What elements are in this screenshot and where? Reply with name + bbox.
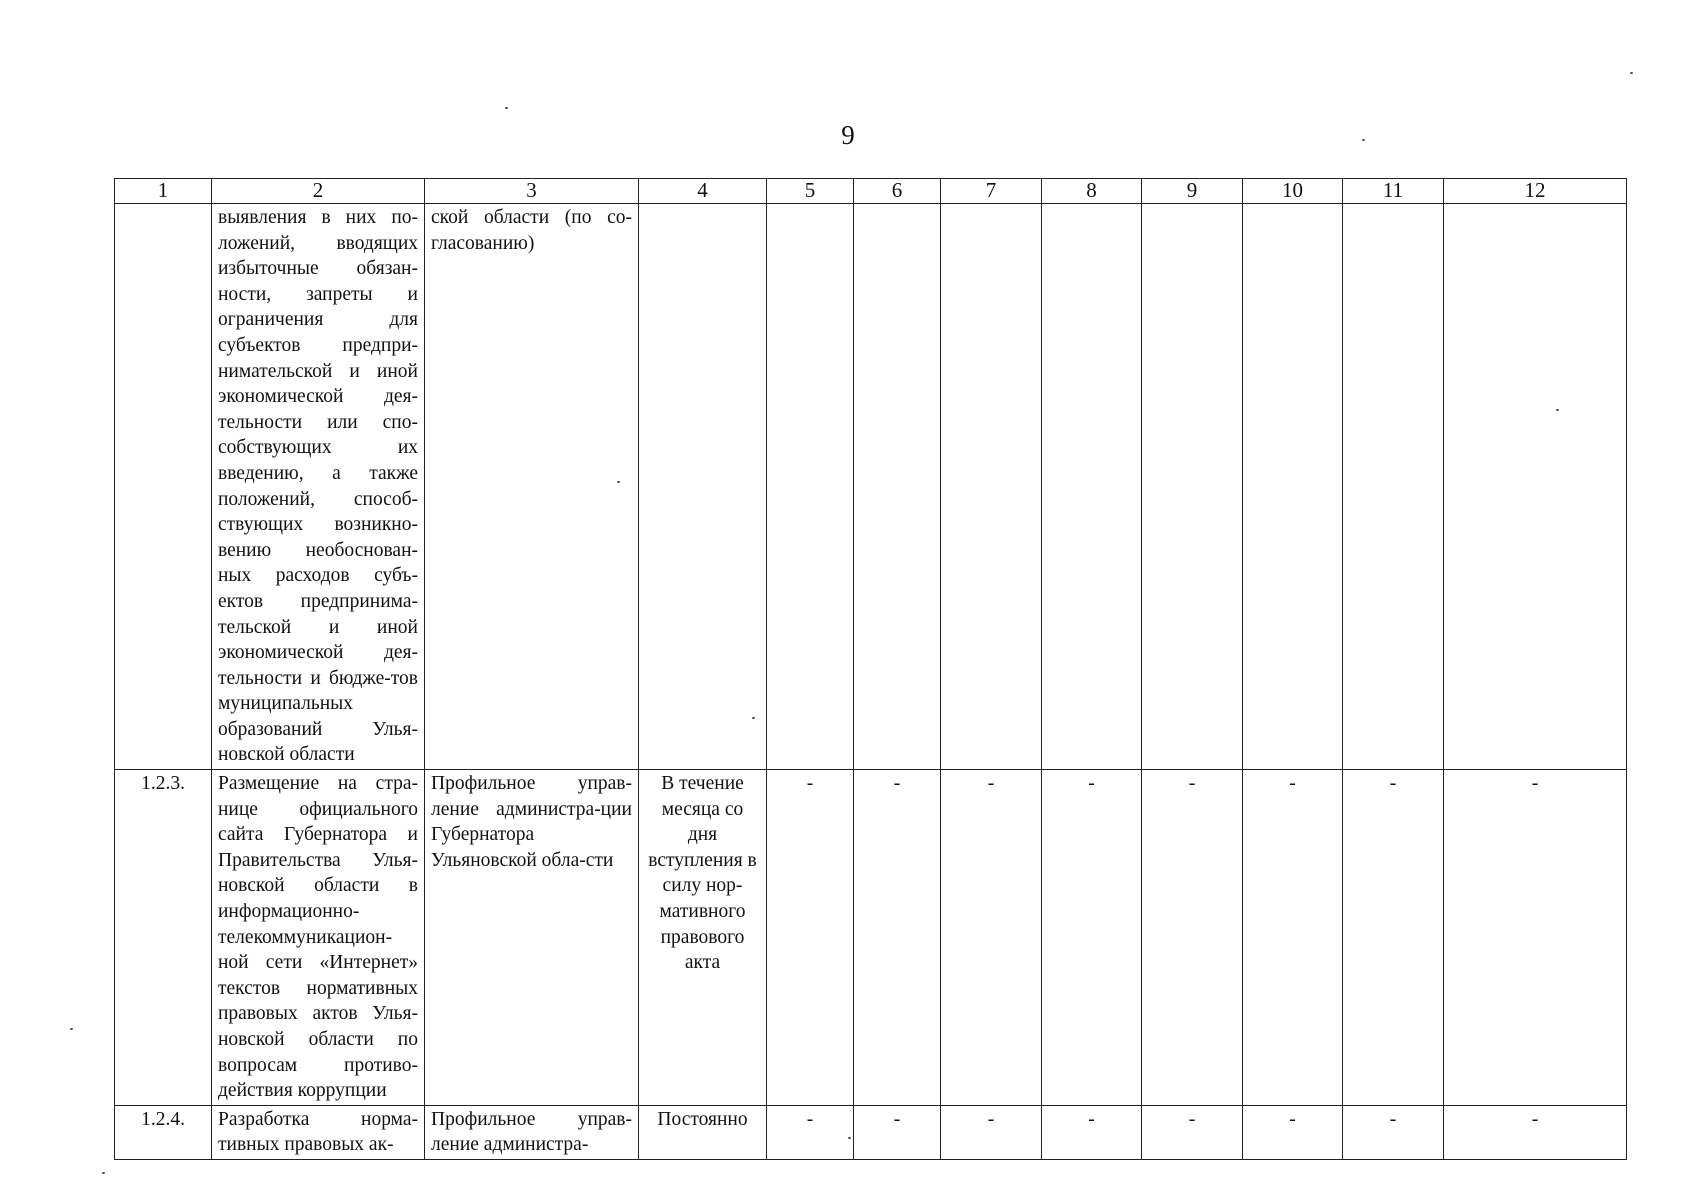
table-cell: - <box>1444 770 1627 1106</box>
item-number: 1.2.4. <box>115 1105 212 1159</box>
plan-table <box>114 178 1627 1160</box>
item-deadline: В течение месяца со дня вступления в силу нор-мативного правового акта <box>639 770 767 1106</box>
scan-speck <box>617 481 620 483</box>
table-cell <box>1343 204 1444 770</box>
table-row <box>115 204 1627 770</box>
table-cell: - <box>854 770 941 1106</box>
item-deadline: Постоянно <box>639 1105 767 1159</box>
table-cell <box>1243 204 1343 770</box>
column-number: 1 <box>115 179 212 204</box>
table-cell <box>1444 204 1627 770</box>
table-cell: - <box>1142 770 1243 1106</box>
scan-speck <box>1362 139 1365 141</box>
column-number: 4 <box>639 179 767 204</box>
column-number: 7 <box>941 179 1042 204</box>
table-row <box>115 770 1627 1106</box>
scan-speck <box>505 107 508 109</box>
table-cell: - <box>1142 1105 1243 1159</box>
page-number: 9 <box>841 120 855 150</box>
table-cell <box>1042 204 1142 770</box>
item-responsible: Профильное управ-ление администра-ции Губернатора Ульяновской обла-сти <box>425 770 639 1106</box>
column-number-row <box>115 179 1627 204</box>
item-deadline <box>639 204 767 770</box>
table-cell: - <box>854 1105 941 1159</box>
table-cell: - <box>941 1105 1042 1159</box>
table-cell: - <box>1343 770 1444 1106</box>
table-cell: - <box>1243 1105 1343 1159</box>
table-cell: - <box>1343 1105 1444 1159</box>
item-description: Размещение на стра-нице официального сайта Губернатора и Правительства Улья-новской области в информационно-телекоммуникацион-ной сети «Интернет» текстов нормативных правовых актов Улья-новской области по вопросам противо-действия коррупции <box>212 770 425 1106</box>
table-cell <box>767 204 854 770</box>
scan-speck <box>102 1172 105 1174</box>
scan-speck <box>1556 409 1559 411</box>
item-responsible: Профильное управ-ление администра- <box>425 1105 639 1159</box>
scan-speck <box>752 717 755 719</box>
item-description: выявления в них по-ложений, вводящих избыточные обязан-ности, запреты и ограничения для субъектов предпри-нимательской и иной экономической дея-тельности или спо-собствующих их введению, а также положений, способ-ствующих возникно-вению необоснован-ных расходов субъ-ектов предпринима-тельской и иной экономической дея-тельности и бюдже-тов муниципальных образований Улья-новской области <box>212 204 425 770</box>
scan-speck <box>1630 72 1633 74</box>
column-number: 2 <box>212 179 425 204</box>
column-number: 10 <box>1243 179 1343 204</box>
column-number: 6 <box>854 179 941 204</box>
table-cell <box>941 204 1042 770</box>
item-description: Разработка норма-тивных правовых ак- <box>212 1105 425 1159</box>
table-cell: - <box>941 770 1042 1106</box>
column-number: 12 <box>1444 179 1627 204</box>
column-number: 8 <box>1042 179 1142 204</box>
item-responsible: ской области (по со-гласованию) <box>425 204 639 770</box>
table-cell: - <box>1444 1105 1627 1159</box>
table-cell: - <box>1042 770 1142 1106</box>
scan-speck <box>848 1137 851 1139</box>
table-row <box>115 1105 1627 1159</box>
table-cell: - <box>1042 1105 1142 1159</box>
column-number: 3 <box>425 179 639 204</box>
table-cell: - <box>1243 770 1343 1106</box>
table-cell: - <box>767 770 854 1106</box>
column-number: 11 <box>1343 179 1444 204</box>
table-cell: - <box>767 1105 854 1159</box>
table-cell <box>854 204 941 770</box>
scan-speck <box>70 1028 73 1030</box>
column-number: 9 <box>1142 179 1243 204</box>
item-number: 1.2.3. <box>115 770 212 1106</box>
column-number: 5 <box>767 179 854 204</box>
item-number <box>115 204 212 770</box>
table-cell <box>1142 204 1243 770</box>
